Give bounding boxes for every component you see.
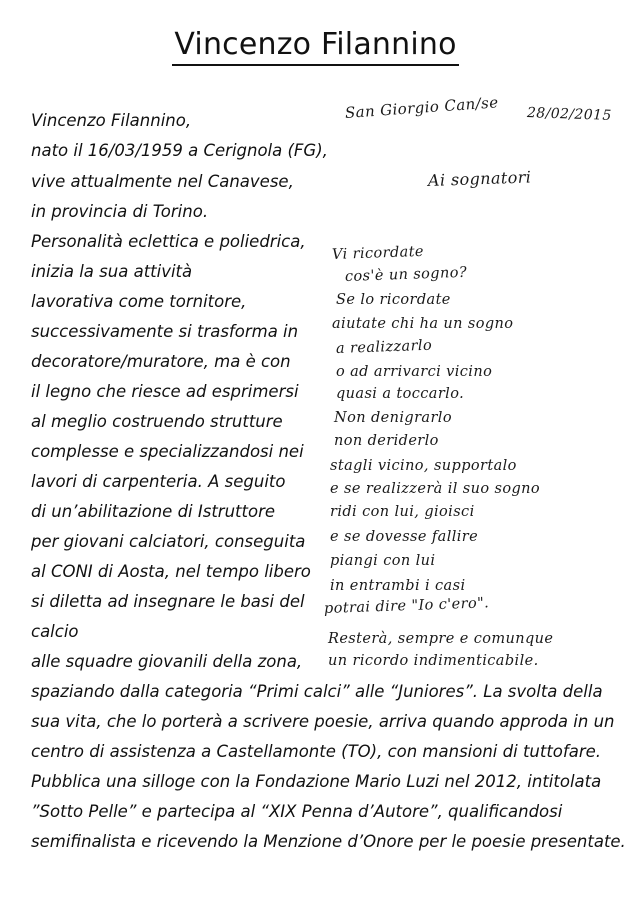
bio-line: calcio — [31, 622, 79, 641]
bio-line: centro di assistenza a Castellamonte (TO), con mansioni di tuttofare. — [31, 742, 601, 761]
bio-line: in provincia di Torino. — [31, 202, 209, 221]
bio-line: successivamente si trasforma in — [31, 322, 299, 341]
bio-line: complesse e specializzandosi nei — [31, 442, 304, 461]
bio-line: di un’abilitazione di Istruttore — [31, 502, 276, 521]
bio-line: inizia la sua attività — [31, 262, 193, 281]
handwritten-place: San Giorgio Can/se — [344, 93, 500, 122]
bio-line: lavorativa come tornitore, — [31, 292, 247, 311]
bio-line: nato il 16/03/1959 a Cerignola (FG), — [31, 141, 328, 160]
bio-line: alle squadre giovanili della zona, — [31, 652, 303, 671]
poem-line: e se dovesse fallire — [330, 529, 479, 545]
poem-line: Resterà, sempre e comunque — [328, 631, 554, 647]
bio-line: il legno che riesce ad esprimersi — [31, 382, 299, 401]
bio-line: al CONI di Aosta, nel tempo libero — [31, 562, 311, 581]
bio-line: ”Sotto Pelle” e partecipa al “XIX Penna d’Autore”, qualificandosi — [31, 802, 563, 821]
page-title — [0, 26, 631, 66]
handwritten-date: 28/02/2015 — [526, 105, 612, 124]
poem-line: stagli vicino, supportalo — [330, 458, 517, 474]
handwritten-heading: Ai sognatori — [427, 167, 532, 190]
bio-line: per giovani calciatori, conseguita — [31, 532, 306, 551]
bio-line: si diletta ad insegnare le basi del — [31, 592, 305, 611]
poem-line: potrai dire "Io c'ero". — [323, 595, 490, 617]
bio-line: Pubblica una silloge con la Fondazione Mario Luzi nel 2012, intitolata — [31, 772, 602, 791]
poem-line: in entrambi i casi — [330, 578, 466, 594]
poem-line: ridi con lui, gioisci — [330, 504, 475, 520]
bio-line: al meglio costruendo strutture — [31, 412, 283, 431]
poem-line: o ad arrivarci vicino — [336, 364, 493, 380]
page-title-text: Vincenzo Filannino — [172, 26, 458, 66]
poem-line: quasi a toccarlo. — [336, 386, 465, 402]
poem-line: Vi ricordate — [331, 243, 425, 263]
bio-line: semifinalista e ricevendo la Menzione d’Onore per le poesie presentate. — [31, 832, 626, 851]
poem-line: a realizzarlo — [335, 337, 433, 357]
poem-line: piangi con lui — [330, 553, 436, 569]
poem-line: Non denigrarlo — [334, 410, 452, 426]
bio-line: lavori di carpenteria. A seguito — [31, 472, 286, 491]
bio-line: sua vita, che lo porterà a scrivere poesie, arriva quando approda in un — [31, 712, 615, 731]
bio-line: decoratore/muratore, ma è con — [31, 352, 291, 371]
poem-line: Se lo ricordate — [336, 292, 451, 308]
bio-line: vive attualmente nel Canavese, — [31, 172, 294, 191]
bio-line: Personalità eclettica e poliedrica, — [31, 232, 306, 251]
poem-line: non deriderlo — [334, 433, 439, 449]
bio-line: Vincenzo Filannino, — [31, 111, 192, 130]
poem-line: un ricordo indimenticabile. — [328, 653, 539, 669]
poem-line: cos'è un sogno? — [344, 264, 468, 285]
poem-line: e se realizzerà il suo sogno — [330, 481, 541, 497]
bio-line: spaziando dalla categoria “Primi calci” alle “Juniores”. La svolta della — [31, 682, 603, 701]
poem-line: aiutate chi ha un sogno — [332, 316, 514, 332]
